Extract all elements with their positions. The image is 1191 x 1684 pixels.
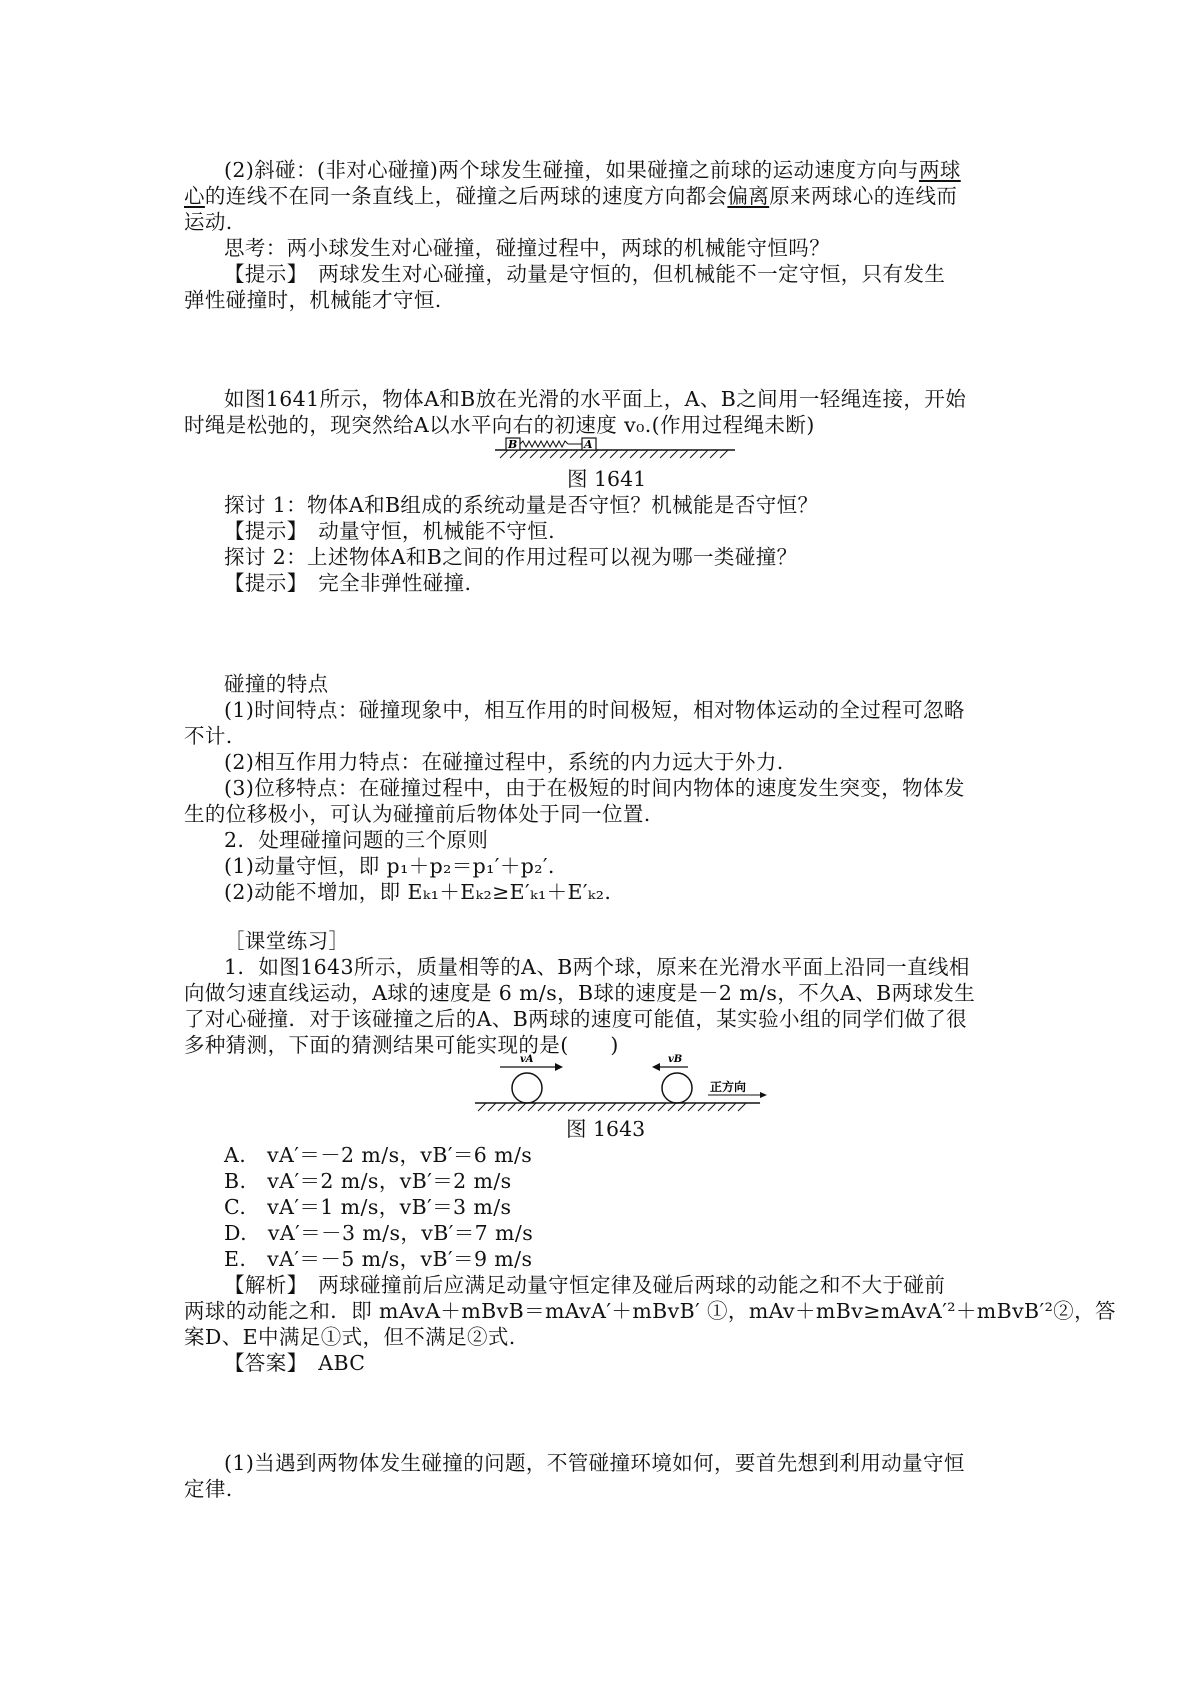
text: 的连线不在同一条直线上，碰撞之后两球的速度方向都会 xyxy=(204,184,728,208)
ground-hatch xyxy=(500,450,728,458)
paragraph-line: (3)位移特点：在碰撞过程中，由于在极短的时间内物体的速度发生突变，物体发 xyxy=(224,776,965,800)
hint-line: 【提示】 动量守恒，机械能不守恒. xyxy=(224,519,556,543)
velocity-b-label: vB xyxy=(668,1054,683,1065)
problem-line: 1．如图1643所示，质量相等的A、B两个球，原来在光滑水平面上沿同一直线相 xyxy=(224,955,970,979)
formula-line: (2)动能不增加，即 Eₖ₁＋Eₖ₂≥E′ₖ₁＋E′ₖ₂. xyxy=(224,880,612,904)
option-e: E. vA′＝－5 m/s，vB′＝9 m/s xyxy=(224,1247,533,1271)
paragraph-line: 2．处理碰撞问题的三个原则 xyxy=(224,828,489,852)
rope xyxy=(520,441,568,447)
block-a-label: A xyxy=(584,438,593,451)
underlined-text: 偏离 xyxy=(727,184,770,208)
discussion-question: 探讨 2：上述物体A和B之间的作用过程可以视为哪一类碰撞？ xyxy=(224,545,798,569)
hint-line: 【提示】 两球发生对心碰撞，动量是守恒的，但机械能不一定守恒，只有发生 xyxy=(224,262,946,286)
paragraph-line: 不计. xyxy=(184,724,233,748)
block-b-label: B xyxy=(508,438,518,451)
figure-1643 xyxy=(470,1050,770,1114)
paragraph-line: 生的位移极小，可认为碰撞前后物体处于同一位置. xyxy=(184,802,651,826)
paragraph-line: (1)当遇到两物体发生碰撞的问题，不管碰撞环境如何，要首先想到利用动量守恒 xyxy=(224,1451,965,1475)
hint-line: 【提示】 完全非弹性碰撞. xyxy=(224,571,472,595)
option-d: D. vA′＝－3 m/s，vB′＝7 m/s xyxy=(224,1221,534,1245)
problem-line: 如图1641所示，物体A和B放在光滑的水平面上，A、B之间用一轻绳连接，开始 xyxy=(224,387,967,411)
problem-line: 时绳是松弛的，现突然给A以水平向右的初速度 v₀.(作用过程绳未断) xyxy=(184,413,815,437)
answer-line: 【答案】 ABC xyxy=(224,1351,366,1375)
velocity-a-label: vA xyxy=(520,1054,534,1065)
ground-hatch xyxy=(478,1103,746,1111)
section-title: ［课堂练习］ xyxy=(224,929,350,953)
problem-line: 了对心碰撞．对于该碰撞之后的A、B两球的速度可能值，某实验小组的同学们做了很 xyxy=(184,1007,968,1031)
paragraph-line: (2)相互作用力特点：在碰撞过程中，系统的内力远大于外力. xyxy=(224,750,784,774)
paragraph-line: 运动. xyxy=(184,210,233,234)
underlined-text: 心 xyxy=(184,184,205,208)
paragraph-line: (1)时间特点：碰撞现象中，相互作用的时间极短，相对物体运动的全过程可忽略 xyxy=(224,698,965,722)
analysis-line: 案D、E中满足①式，但不满足②式. xyxy=(184,1325,516,1349)
figure-caption: 图 1643 xyxy=(566,1117,646,1141)
text: (2)斜碰：(非对心碰撞)两个球发生碰撞，如果碰撞之前球的运动速度方向与 xyxy=(224,158,919,182)
problem-line: 向做匀速直线运动，A球的速度是 6 m/s，B球的速度是－2 m/s，不久A、B两球发生 xyxy=(184,981,976,1005)
problem-line: 多种猜测，下面的猜测结果可能实现的是( ) xyxy=(184,1033,619,1057)
underlined-text: 两球 xyxy=(918,158,961,182)
figure-caption: 图 1641 xyxy=(567,467,647,491)
figure-1641 xyxy=(490,436,740,466)
ball-a xyxy=(512,1073,542,1103)
section-title: 碰撞的特点 xyxy=(224,672,329,696)
formula-line: (1)动量守恒，即 p₁＋p₂＝p₁′＋p₂′. xyxy=(224,854,555,878)
positive-direction-label: 正方向 xyxy=(710,1080,747,1094)
paragraph-line xyxy=(224,158,961,183)
option-a: A. vA′＝－2 m/s，vB′＝6 m/s xyxy=(224,1143,533,1167)
ball-b xyxy=(662,1073,692,1103)
paragraph-line: 定律. xyxy=(184,1477,233,1501)
analysis-line: 两球的动能之和．即 mAvA＋mBvB＝mAvA′＋mBvB′ ①，mAv＋mBv≥mAvA′²＋mBvB′²②，答 xyxy=(184,1299,1116,1323)
option-c: C. vA′＝1 m/s，vB′＝3 m/s xyxy=(224,1195,512,1219)
hint-line: 弹性碰撞时，机械能才守恒. xyxy=(184,288,442,312)
paragraph-line xyxy=(184,184,957,209)
text: 原来两球心的连线而 xyxy=(769,184,958,208)
discussion-question: 探讨 1：物体A和B组成的系统动量是否守恒？机械能是否守恒？ xyxy=(224,493,819,517)
think-question: 思考：两小球发生对心碰撞，碰撞过程中，两球的机械能守恒吗？ xyxy=(224,236,831,260)
option-b: B. vA′＝2 m/s，vB′＝2 m/s xyxy=(224,1169,512,1193)
analysis-line: 【解析】 两球碰撞前后应满足动量守恒定律及碰后两球的动能之和不大于碰前 xyxy=(224,1273,946,1297)
